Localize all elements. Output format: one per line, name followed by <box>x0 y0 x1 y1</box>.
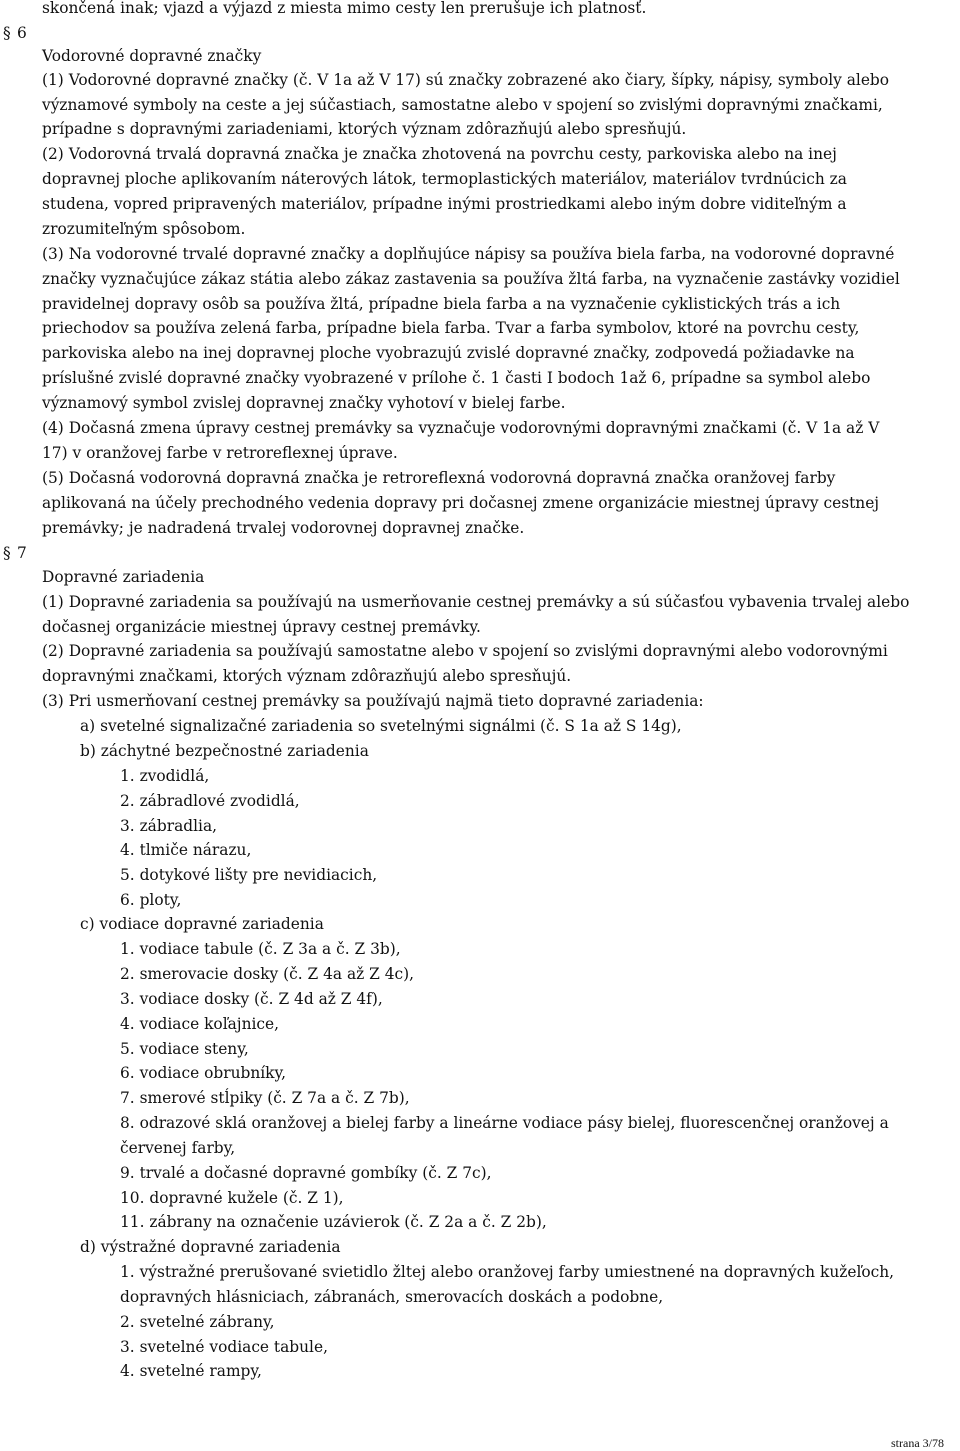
text-line: studena, vopred pripravených materiálov, prípadne inými prostriedkami alebo iným dobre viditeľným a <box>42 195 847 213</box>
list-item: 6. vodiace obrubníky, <box>120 1064 287 1082</box>
list-item: 2. smerovacie dosky (č. Z 4a až Z 4c), <box>120 965 415 983</box>
text-line: významové symboly na ceste a jej súčastiach, samostatne alebo v spojení so zvislými dopravnými značkami, <box>42 96 883 114</box>
list-item: 10. dopravné kužele (č. Z 1), <box>120 1189 344 1207</box>
page-number: strana 3/78 <box>891 1436 944 1450</box>
section-number-6: 6 <box>17 24 27 42</box>
list-item: b) záchytné bezpečnostné zariadenia <box>80 742 369 760</box>
text-line: dopravnými značkami, ktorých význam zdôrazňujú alebo spresňujú. <box>42 667 572 685</box>
list-item: 2. svetelné zábrany, <box>120 1313 275 1331</box>
text-line: 17) v oranžovej farbe v retroreflexnej úprave. <box>42 444 398 462</box>
text-line: dopravnej ploche aplikovaním náterových látok, termoplastických materiálov, materiálov tvrdnúcich za <box>42 170 847 188</box>
text-line: (3) Pri usmerňovaní cestnej premávky sa používajú najmä tieto dopravné zariadenia: <box>42 692 704 710</box>
text-line: (2) Vodorovná trvalá dopravná značka je značka zhotovená na povrchu cesty, parkoviska alebo na inej <box>42 145 837 163</box>
list-item: 5. vodiace steny, <box>120 1040 249 1058</box>
section-6-title: Vodorovné dopravné značky <box>42 47 262 65</box>
text-line: významový symbol zvislej dopravnej značky vyhotoví v bielej farbe. <box>42 394 566 412</box>
text-line: premávky; je nadradená trvalej vodorovnej dopravnej značke. <box>42 519 525 537</box>
list-item: d) výstražné dopravné zariadenia <box>80 1238 341 1256</box>
list-item: 7. smerové stĺpiky (č. Z 7a a č. Z 7b), <box>120 1089 410 1107</box>
text-line: parkoviska alebo na inej dopravnej ploche vyobrazujú zvislé dopravné značky, zodpovedá požiadavke na <box>42 344 855 362</box>
list-item: 4. svetelné rampy, <box>120 1362 262 1380</box>
section-sign-6: § <box>3 24 11 42</box>
text-line: (2) Dopravné zariadenia sa používajú samostatne alebo v spojení so zvislými dopravnými alebo vodorovnými <box>42 642 888 660</box>
list-item: červenej farby, <box>120 1139 236 1157</box>
text-line: príslušné zvislé dopravné značky vyobrazené v prílohe č. 1 časti I bodoch 1až 6, prípadne sa symbol alebo <box>42 369 871 387</box>
text-line: (1) Vodorovné dopravné značky (č. V 1a až V 17) sú značky zobrazené ako čiary, šípky, nápisy, symboly alebo <box>42 71 890 89</box>
text-line: dočasnej organizácie miestnej úpravy cestnej premávky. <box>42 618 481 636</box>
list-item: 3. zábradlia, <box>120 817 218 835</box>
text-line: značky vyznačujúce zákaz státia alebo zákaz zastavenia sa používa žltá farba, na vyznačenie zastávky vozidiel <box>42 270 900 288</box>
text-line: (4) Dočasná zmena úpravy cestnej premávky sa vyznačuje vodorovnými dopravnými značkami (č. V 1a až V <box>42 419 880 437</box>
list-item: 6. ploty, <box>120 891 182 909</box>
list-item: dopravných hlásniciach, zábranách, smerovacích doskách a podobne, <box>120 1288 664 1306</box>
list-item: 4. vodiace koľajnice, <box>120 1015 280 1033</box>
text-line: priechodov sa používa zelená farba, prípadne biela farba. Tvar a farba symbolov, ktoré na povrchu cesty, <box>42 319 860 337</box>
list-item: 1. výstražné prerušované svietidlo žltej alebo oranžovej farby umiestnené na dopravných kužeľoch, <box>120 1263 895 1281</box>
list-item: 1. vodiace tabule (č. Z 3a a č. Z 3b), <box>120 940 401 958</box>
list-item: 4. tlmiče nárazu, <box>120 841 252 859</box>
text-line: skončená inak; vjazd a výjazd z miesta mimo cesty len prerušuje ich platnosť. <box>42 0 647 17</box>
list-item: 3. svetelné vodiace tabule, <box>120 1338 328 1356</box>
list-item: 5. dotykové lišty pre nevidiacich, <box>120 866 378 884</box>
text-line: zrozumiteľným spôsobom. <box>42 220 246 238</box>
section-sign-7: § <box>3 544 11 562</box>
text-line: prípadne s dopravnými zariadeniami, ktorých význam zdôrazňujú alebo spresňujú. <box>42 120 687 138</box>
list-item: 9. trvalé a dočasné dopravné gombíky (č. Z 7c), <box>120 1164 492 1182</box>
section-7-title: Dopravné zariadenia <box>42 568 205 586</box>
text-line: aplikovaná na účely prechodného vedenia dopravy pri dočasnej zmene organizácie miestnej úpravy cestnej <box>42 494 880 512</box>
list-item: 2. zábradlové zvodidlá, <box>120 792 300 810</box>
list-item: 1. zvodidlá, <box>120 767 210 785</box>
text-line: (5) Dočasná vodorovná dopravná značka je retroreflexná vodorovná dopravná značka oranžovej farby <box>42 469 836 487</box>
list-item: c) vodiace dopravné zariadenia <box>80 915 324 933</box>
text-line: pravidelnej dopravy osôb sa používa žltá, prípadne biela farba a na vyznačenie cyklistických trás a ich <box>42 295 841 313</box>
list-item: a) svetelné signalizačné zariadenia so svetelnými signálmi (č. S 1a až S 14g), <box>80 717 682 735</box>
section-number-7: 7 <box>17 544 27 562</box>
list-item: 3. vodiace dosky (č. Z 4d až Z 4f), <box>120 990 383 1008</box>
text-line: (3) Na vodorovné trvalé dopravné značky a doplňujúce nápisy sa používa biela farba, na vodorovné dopravné <box>42 245 895 263</box>
list-item: 11. zábrany na označenie uzávierok (č. Z 2a a č. Z 2b), <box>120 1213 547 1231</box>
list-item: 8. odrazové sklá oranžovej a bielej farby a lineárne vodiace pásy bielej, fluorescenčnej oranžovej a <box>120 1114 889 1132</box>
text-line: (1) Dopravné zariadenia sa používajú na usmerňovanie cestnej premávky a sú súčasťou vybavenia trvalej alebo <box>42 593 910 611</box>
